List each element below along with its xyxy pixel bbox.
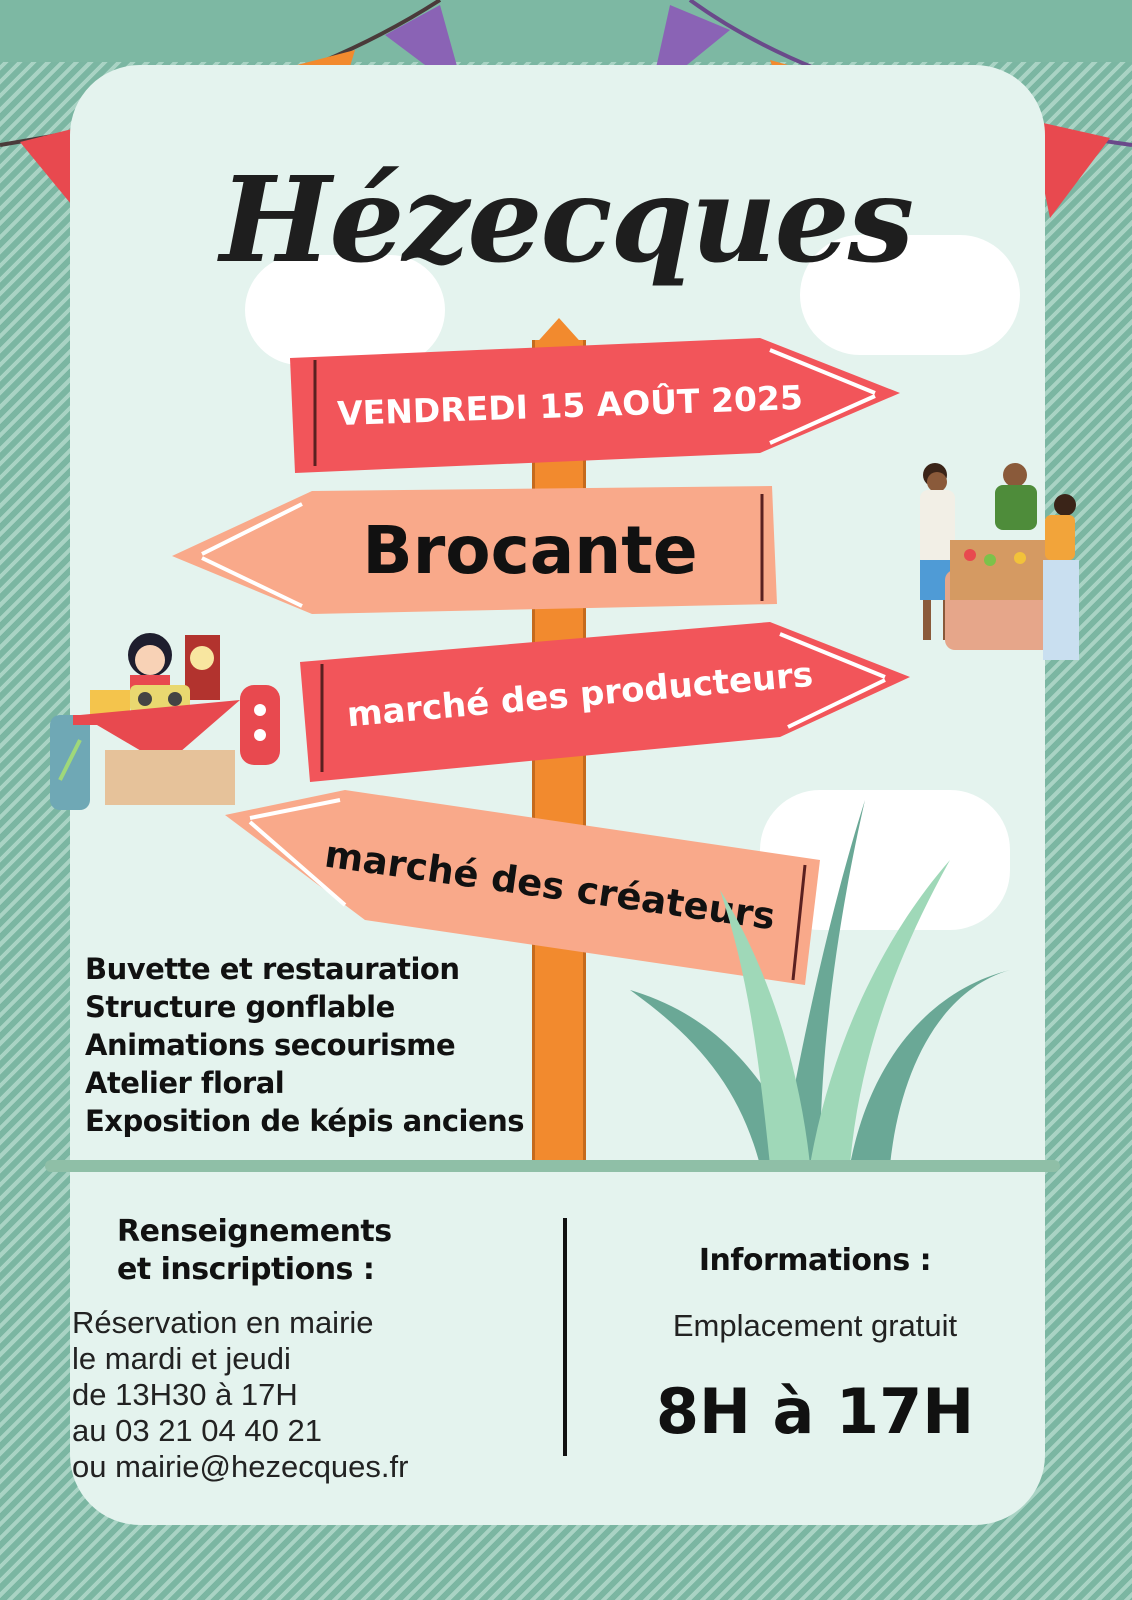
contact-line: le mardi et jeudi bbox=[72, 1341, 291, 1376]
free-pitch-text: Emplacement gratuit bbox=[672, 1308, 958, 1343]
contact-heading-line: Renseignements bbox=[117, 1214, 392, 1249]
market-stall-illustration bbox=[895, 460, 1095, 685]
event-date: VENDREDI 15 AOÛT 2025 bbox=[336, 377, 804, 433]
contact-heading bbox=[117, 1213, 392, 1289]
contact-phone: au 03 21 04 40 21 bbox=[72, 1413, 322, 1448]
town-title: Hézecques bbox=[219, 150, 913, 289]
sign-date bbox=[299, 351, 842, 460]
producers-market: marché des producteurs bbox=[345, 654, 815, 736]
activity-item: Animations secourisme bbox=[85, 1028, 456, 1062]
contact-details bbox=[72, 1305, 408, 1485]
activity-item: Structure gonflable bbox=[85, 990, 395, 1024]
contact-heading-line: et inscriptions : bbox=[117, 1252, 375, 1287]
grass-plant bbox=[610, 790, 1030, 1170]
grass-line bbox=[45, 1160, 1060, 1172]
activity-item: Buvette et restauration bbox=[85, 952, 460, 986]
section-divider bbox=[563, 1218, 567, 1456]
opening-hours: 8H à 17H bbox=[655, 1375, 975, 1448]
contact-line: Réservation en mairie bbox=[72, 1305, 374, 1340]
activity-item: Exposition de képis anciens bbox=[85, 1104, 525, 1138]
creators-market: marché des créateurs bbox=[322, 832, 778, 938]
contact-line: de 13H30 à 17H bbox=[72, 1377, 298, 1412]
activities-list bbox=[85, 950, 524, 1140]
contact-email: ou mairie@hezecques.fr bbox=[72, 1449, 409, 1484]
vendor-illustration bbox=[45, 630, 295, 820]
sign-brocante bbox=[300, 505, 760, 595]
activity-item: Atelier floral bbox=[85, 1066, 285, 1100]
informations-heading: Informations : bbox=[698, 1243, 932, 1278]
event-name: Brocante bbox=[362, 511, 698, 589]
